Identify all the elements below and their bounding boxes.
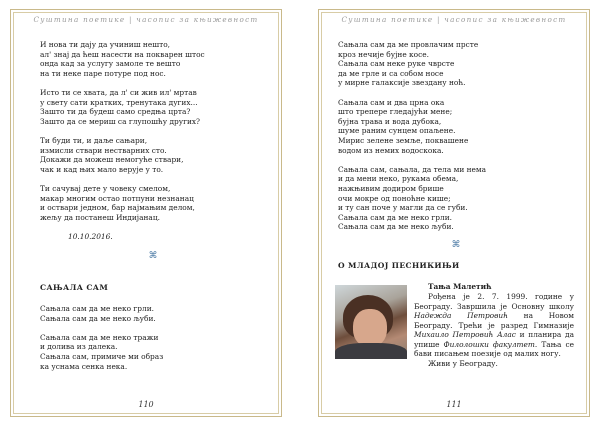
poem-line: Сањала сам да ме неко љуби. (338, 222, 454, 232)
poem-line: очи мокре од понoћне кише; (338, 193, 451, 203)
ornament-separator: ⌘ (148, 250, 158, 261)
photo-face (353, 309, 387, 347)
poem-line: Сањала сам, сањала, да тела ми нема (338, 164, 487, 174)
left-poem-content (40, 40, 266, 381)
author-name: Тања Малетић (428, 281, 492, 291)
poem-stanza (40, 304, 266, 323)
poem-line: и да мени неко, рукама обема, (338, 174, 459, 184)
bio-text-segment: Рођена је 2. 7. 1999. године у Београду. Завршила је Основну школу (414, 292, 574, 311)
bio-text-segment: и планира да упише (414, 330, 574, 349)
author-photo (335, 285, 407, 359)
poem-line: шуме раним сунцем опаљене. (338, 126, 456, 136)
running-header: Суштина поетике | часопис за књижевност (341, 15, 567, 24)
poem-line: Сањала сам да ме неко тражи (40, 332, 159, 342)
poem-stanza (338, 98, 574, 156)
poem-line: И нова ти дају да учиниш нешто, (40, 40, 170, 49)
poem-stanza (338, 165, 574, 232)
poem-stanza (40, 333, 266, 371)
bio-gymnasium-name: Михаило Петровић Алас (414, 330, 516, 340)
poem-line: Сањала сам неке руке чврсте (338, 59, 455, 69)
poem-line: Докажи да можеш немогуће ствари, (40, 155, 184, 165)
poem-stanza (40, 40, 266, 78)
poem-line: макар многим остао потпуни незнанац (40, 193, 194, 203)
poem-line: Ти буди ти, и даље сањари, (40, 135, 148, 145)
page-number: 111 (446, 400, 462, 409)
poem-line: да ме грле и са собом носе (338, 68, 444, 78)
poem-line: на ти неке паре потуре под нос. (40, 68, 166, 78)
poem-line: и оствари једном, бар најмањим делом, (40, 203, 195, 213)
poem-line: у мирне галаксије звездану ноћ. (338, 78, 466, 88)
poem-stanza (40, 184, 266, 222)
bio-paragraph: Живи у Београду. (428, 358, 498, 368)
poem-line: Сањала сам да ме провлачим прсте (338, 40, 479, 49)
poem-line: и ту сан поче у магли да се губи. (338, 203, 468, 213)
right-poem-content (338, 40, 574, 402)
poem-line: Сањала сам да ме неко љуби. (40, 313, 156, 323)
photo-shirt (335, 343, 407, 359)
poem-line: Сањала сам да ме неко грли. (338, 212, 452, 222)
poem-line: онда кад за услугу замоле те вешто (40, 59, 181, 69)
poem-line: Сањала сам, примиче ми образ (40, 352, 164, 362)
left-page (4, 0, 288, 426)
bio-text-segment: на Новом Београду. Трећи је разред Гимназије (414, 311, 574, 330)
poem-stanza (40, 136, 266, 174)
poem-line: чак и кад њих мало верује у то. (40, 164, 164, 174)
poem-line: Зашто да се мериш са глупошћу других? (40, 116, 201, 126)
poem-line: Мирис зелене земље, поквашене (338, 135, 469, 145)
poem-line: што трепере гледајући мене; (338, 107, 453, 117)
bio-paragraph (414, 292, 574, 359)
poem-line: Сањала сам да ме неко грли. (40, 304, 154, 314)
bio-school-name: Надежда Петровић (414, 311, 508, 321)
poem-line: Ти сачувај дете у човеку смелом, (40, 183, 171, 193)
poem-line: ка уснама сенка нека. (40, 361, 128, 371)
poem-line: и долива из далека. (40, 342, 118, 352)
poem-line: Сањала сам и два црна ока (338, 97, 445, 107)
ornament-separator: ⌘ (451, 240, 461, 251)
bio-text-segment: . Тања се бави писањем поезије од малих ногу. (414, 339, 574, 359)
section-title: О МЛАДОЈ ПЕСНИКИЊИ (338, 261, 460, 271)
poem-line: ал' знај да ћеш насести на покварен штос (40, 49, 205, 59)
page-number: 110 (138, 400, 154, 409)
poem-line: Исто ти се хвата, да л' си жив ил' мртав (40, 87, 197, 97)
poem-line: измисли ствари нестварних сто. (40, 145, 167, 155)
poem-line: бујна трава и вода дубока, (338, 116, 442, 126)
poem-line: нажњивим додиром брише (338, 183, 444, 193)
poem-date: 10.10.2016. (68, 232, 113, 242)
poem-line: жељу да постанеш Индијанац. (40, 212, 160, 222)
poem-stanza (40, 88, 266, 126)
poem-title: САЊАЛА САМ (40, 283, 109, 293)
poem-line: кроз нечије бујне косе. (338, 49, 429, 59)
bio-faculty-name: Филолошки факултет (443, 339, 535, 349)
author-bio (338, 282, 574, 402)
poem-stanza (338, 40, 574, 88)
poem-line: у свету сати кратких, тренутака дугих... (40, 97, 198, 107)
poem-line: Зашто ти да будеш само средња црта? (40, 107, 191, 117)
running-header: Суштина поетике | часопис за књижевност (33, 15, 259, 24)
poem-line: водом из немих водоскока. (338, 145, 444, 155)
right-page (312, 0, 596, 426)
bio-text-block (414, 282, 574, 369)
